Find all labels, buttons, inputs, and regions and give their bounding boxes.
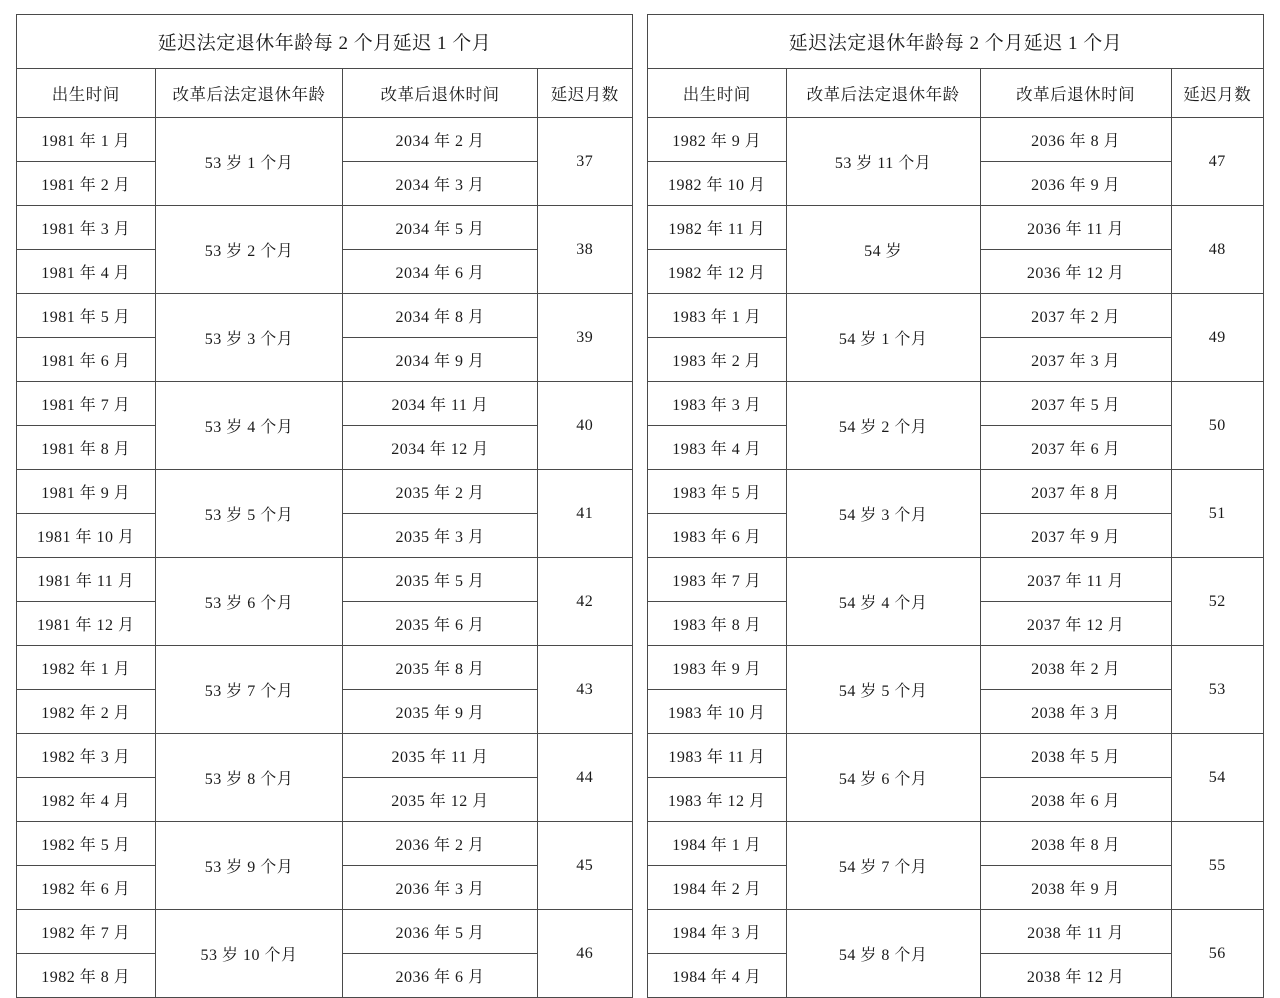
column-gutter bbox=[633, 14, 647, 888]
table-row bbox=[17, 382, 633, 426]
cell-retire-date: 2034 年 11 月 bbox=[343, 382, 537, 426]
cell-retire-date: 2034 年 8 月 bbox=[343, 294, 537, 338]
cell-retire-date: 2037 年 5 月 bbox=[980, 382, 1171, 426]
cell-retire-date: 2036 年 3 月 bbox=[343, 866, 537, 910]
cell-delay-months: 39 bbox=[537, 294, 633, 382]
cell-birth-date: 1981 年 12 月 bbox=[17, 602, 156, 646]
table-title-row bbox=[17, 15, 633, 69]
table-row bbox=[17, 734, 633, 778]
cell-retire-date: 2038 年 6 月 bbox=[980, 778, 1171, 822]
cell-retire-date: 2034 年 3 月 bbox=[343, 162, 537, 206]
cell-delay-months: 43 bbox=[537, 646, 633, 734]
cell-statutory-age: 53 岁 6 个月 bbox=[155, 558, 343, 646]
cell-delay-months: 50 bbox=[1171, 382, 1263, 470]
cell-birth-date: 1983 年 9 月 bbox=[648, 646, 787, 690]
cell-retire-date: 2037 年 8 月 bbox=[980, 470, 1171, 514]
cell-delay-months: 48 bbox=[1171, 206, 1263, 294]
cell-statutory-age: 54 岁 3 个月 bbox=[786, 470, 980, 558]
table-row bbox=[648, 734, 1264, 778]
cell-statutory-age: 54 岁 8 个月 bbox=[786, 910, 980, 998]
cell-delay-months: 42 bbox=[537, 558, 633, 646]
cell-birth-date: 1983 年 5 月 bbox=[648, 470, 787, 514]
cell-delay-months: 51 bbox=[1171, 470, 1263, 558]
cell-birth-date: 1982 年 6 月 bbox=[17, 866, 156, 910]
cell-statutory-age: 53 岁 5 个月 bbox=[155, 470, 343, 558]
cell-delay-months: 45 bbox=[537, 822, 633, 910]
cell-delay-months: 53 bbox=[1171, 646, 1263, 734]
cell-retire-date: 2038 年 2 月 bbox=[980, 646, 1171, 690]
cell-statutory-age: 54 岁 bbox=[786, 206, 980, 294]
cell-birth-date: 1982 年 5 月 bbox=[17, 822, 156, 866]
cell-birth-date: 1984 年 4 月 bbox=[648, 954, 787, 998]
table-title: 延迟法定退休年龄每 2 个月延迟 1 个月 bbox=[17, 15, 633, 69]
schedule-panel-left bbox=[16, 14, 633, 986]
cell-birth-date: 1983 年 6 月 bbox=[648, 514, 787, 558]
cell-retire-date: 2035 年 3 月 bbox=[343, 514, 537, 558]
cell-birth-date: 1984 年 3 月 bbox=[648, 910, 787, 954]
cell-delay-months: 44 bbox=[537, 734, 633, 822]
cell-birth-date: 1981 年 11 月 bbox=[17, 558, 156, 602]
table-row bbox=[648, 910, 1264, 954]
cell-retire-date: 2037 年 3 月 bbox=[980, 338, 1171, 382]
cell-birth-date: 1983 年 7 月 bbox=[648, 558, 787, 602]
cell-birth-date: 1981 年 2 月 bbox=[17, 162, 156, 206]
schedule-panel-right bbox=[647, 14, 1264, 986]
column-header-retire-date: 改革后退休时间 bbox=[980, 69, 1171, 118]
column-header-delay-months: 延迟月数 bbox=[537, 69, 633, 118]
cell-statutory-age: 54 岁 2 个月 bbox=[786, 382, 980, 470]
table-row bbox=[648, 118, 1264, 162]
cell-retire-date: 2034 年 9 月 bbox=[343, 338, 537, 382]
column-header-statutory-age: 改革后法定退休年龄 bbox=[155, 69, 343, 118]
cell-delay-months: 52 bbox=[1171, 558, 1263, 646]
cell-retire-date: 2036 年 9 月 bbox=[980, 162, 1171, 206]
cell-birth-date: 1982 年 8 月 bbox=[17, 954, 156, 998]
cell-retire-date: 2037 年 2 月 bbox=[980, 294, 1171, 338]
cell-retire-date: 2035 年 6 月 bbox=[343, 602, 537, 646]
table-row bbox=[17, 558, 633, 602]
cell-retire-date: 2037 年 11 月 bbox=[980, 558, 1171, 602]
cell-birth-date: 1982 年 10 月 bbox=[648, 162, 787, 206]
cell-retire-date: 2037 年 9 月 bbox=[980, 514, 1171, 558]
cell-birth-date: 1982 年 12 月 bbox=[648, 250, 787, 294]
cell-retire-date: 2036 年 6 月 bbox=[343, 954, 537, 998]
cell-retire-date: 2034 年 12 月 bbox=[343, 426, 537, 470]
column-header-statutory-age: 改革后法定退休年龄 bbox=[786, 69, 980, 118]
cell-statutory-age: 53 岁 11 个月 bbox=[786, 118, 980, 206]
column-header-birth-date: 出生时间 bbox=[17, 69, 156, 118]
cell-birth-date: 1981 年 9 月 bbox=[17, 470, 156, 514]
table-row bbox=[648, 382, 1264, 426]
table-row bbox=[17, 646, 633, 690]
cell-birth-date: 1982 年 9 月 bbox=[648, 118, 787, 162]
table-header-row bbox=[648, 69, 1264, 118]
cell-birth-date: 1982 年 7 月 bbox=[17, 910, 156, 954]
cell-retire-date: 2035 年 2 月 bbox=[343, 470, 537, 514]
cell-retire-date: 2036 年 2 月 bbox=[343, 822, 537, 866]
table-row bbox=[17, 118, 633, 162]
cell-statutory-age: 53 岁 1 个月 bbox=[155, 118, 343, 206]
cell-retire-date: 2037 年 12 月 bbox=[980, 602, 1171, 646]
cell-retire-date: 2038 年 3 月 bbox=[980, 690, 1171, 734]
cell-birth-date: 1982 年 11 月 bbox=[648, 206, 787, 250]
cell-birth-date: 1982 年 1 月 bbox=[17, 646, 156, 690]
cell-retire-date: 2035 年 9 月 bbox=[343, 690, 537, 734]
table-row bbox=[648, 822, 1264, 866]
cell-statutory-age: 53 岁 4 个月 bbox=[155, 382, 343, 470]
table-title: 延迟法定退休年龄每 2 个月延迟 1 个月 bbox=[648, 15, 1264, 69]
cell-birth-date: 1981 年 7 月 bbox=[17, 382, 156, 426]
cell-retire-date: 2034 年 6 月 bbox=[343, 250, 537, 294]
cell-delay-months: 47 bbox=[1171, 118, 1263, 206]
retirement-schedule-table-right bbox=[647, 14, 1264, 998]
cell-birth-date: 1983 年 4 月 bbox=[648, 426, 787, 470]
table-row bbox=[648, 206, 1264, 250]
table-row bbox=[17, 910, 633, 954]
cell-birth-date: 1983 年 10 月 bbox=[648, 690, 787, 734]
cell-statutory-age: 53 岁 8 个月 bbox=[155, 734, 343, 822]
cell-birth-date: 1984 年 1 月 bbox=[648, 822, 787, 866]
cell-retire-date: 2035 年 8 月 bbox=[343, 646, 537, 690]
cell-delay-months: 54 bbox=[1171, 734, 1263, 822]
cell-retire-date: 2038 年 8 月 bbox=[980, 822, 1171, 866]
cell-birth-date: 1981 年 6 月 bbox=[17, 338, 156, 382]
cell-birth-date: 1981 年 1 月 bbox=[17, 118, 156, 162]
cell-statutory-age: 53 岁 9 个月 bbox=[155, 822, 343, 910]
cell-birth-date: 1982 年 4 月 bbox=[17, 778, 156, 822]
cell-statutory-age: 53 岁 3 个月 bbox=[155, 294, 343, 382]
cell-delay-months: 41 bbox=[537, 470, 633, 558]
cell-retire-date: 2036 年 12 月 bbox=[980, 250, 1171, 294]
cell-retire-date: 2035 年 5 月 bbox=[343, 558, 537, 602]
cell-retire-date: 2036 年 5 月 bbox=[343, 910, 537, 954]
cell-birth-date: 1982 年 2 月 bbox=[17, 690, 156, 734]
retirement-schedule-table-left bbox=[16, 14, 633, 998]
table-row bbox=[17, 206, 633, 250]
cell-retire-date: 2038 年 9 月 bbox=[980, 866, 1171, 910]
cell-birth-date: 1981 年 4 月 bbox=[17, 250, 156, 294]
cell-retire-date: 2037 年 6 月 bbox=[980, 426, 1171, 470]
cell-delay-months: 56 bbox=[1171, 910, 1263, 998]
cell-birth-date: 1984 年 2 月 bbox=[648, 866, 787, 910]
cell-retire-date: 2038 年 5 月 bbox=[980, 734, 1171, 778]
cell-statutory-age: 53 岁 2 个月 bbox=[155, 206, 343, 294]
cell-retire-date: 2035 年 11 月 bbox=[343, 734, 537, 778]
cell-birth-date: 1981 年 10 月 bbox=[17, 514, 156, 558]
cell-birth-date: 1981 年 3 月 bbox=[17, 206, 156, 250]
cell-birth-date: 1983 年 12 月 bbox=[648, 778, 787, 822]
cell-birth-date: 1983 年 11 月 bbox=[648, 734, 787, 778]
table-row bbox=[648, 558, 1264, 602]
table-title-row bbox=[648, 15, 1264, 69]
cell-birth-date: 1983 年 8 月 bbox=[648, 602, 787, 646]
cell-statutory-age: 54 岁 1 个月 bbox=[786, 294, 980, 382]
cell-retire-date: 2036 年 8 月 bbox=[980, 118, 1171, 162]
cell-retire-date: 2035 年 12 月 bbox=[343, 778, 537, 822]
cell-retire-date: 2038 年 12 月 bbox=[980, 954, 1171, 998]
cell-birth-date: 1981 年 8 月 bbox=[17, 426, 156, 470]
cell-birth-date: 1983 年 1 月 bbox=[648, 294, 787, 338]
cell-birth-date: 1981 年 5 月 bbox=[17, 294, 156, 338]
cell-retire-date: 2034 年 5 月 bbox=[343, 206, 537, 250]
table-row bbox=[17, 294, 633, 338]
cell-retire-date: 2038 年 11 月 bbox=[980, 910, 1171, 954]
cell-delay-months: 37 bbox=[537, 118, 633, 206]
table-row bbox=[648, 470, 1264, 514]
table-row bbox=[648, 294, 1264, 338]
cell-delay-months: 40 bbox=[537, 382, 633, 470]
cell-delay-months: 49 bbox=[1171, 294, 1263, 382]
cell-statutory-age: 54 岁 7 个月 bbox=[786, 822, 980, 910]
column-header-birth-date: 出生时间 bbox=[648, 69, 787, 118]
cell-statutory-age: 54 岁 4 个月 bbox=[786, 558, 980, 646]
cell-birth-date: 1982 年 3 月 bbox=[17, 734, 156, 778]
cell-delay-months: 55 bbox=[1171, 822, 1263, 910]
cell-statutory-age: 54 岁 5 个月 bbox=[786, 646, 980, 734]
cell-retire-date: 2034 年 2 月 bbox=[343, 118, 537, 162]
cell-birth-date: 1983 年 3 月 bbox=[648, 382, 787, 426]
table-row bbox=[17, 822, 633, 866]
table-header-row bbox=[17, 69, 633, 118]
table-row bbox=[17, 470, 633, 514]
cell-retire-date: 2036 年 11 月 bbox=[980, 206, 1171, 250]
cell-delay-months: 46 bbox=[537, 910, 633, 998]
cell-birth-date: 1983 年 2 月 bbox=[648, 338, 787, 382]
column-header-delay-months: 延迟月数 bbox=[1171, 69, 1263, 118]
cell-statutory-age: 53 岁 10 个月 bbox=[155, 910, 343, 998]
table-row bbox=[648, 646, 1264, 690]
column-header-retire-date: 改革后退休时间 bbox=[343, 69, 537, 118]
cell-statutory-age: 53 岁 7 个月 bbox=[155, 646, 343, 734]
cell-delay-months: 38 bbox=[537, 206, 633, 294]
cell-statutory-age: 54 岁 6 个月 bbox=[786, 734, 980, 822]
